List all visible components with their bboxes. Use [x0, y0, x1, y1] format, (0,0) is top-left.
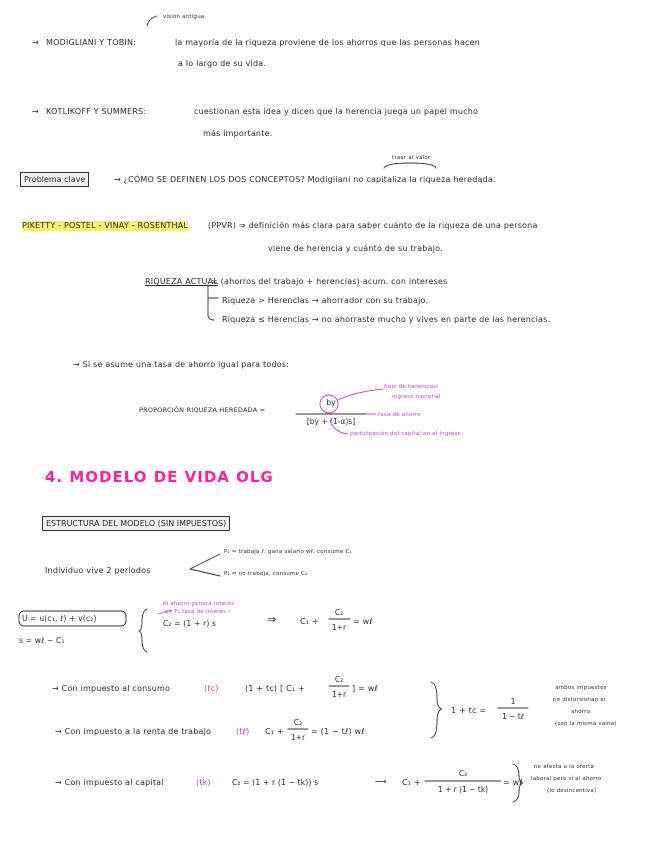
consumo-equation-b: ] = wℓ — [352, 684, 378, 693]
combined-denominator: 1+r — [331, 623, 347, 632]
ppvr-text-line1: (PPVR) ⇒ definición más clara para saber cuánto de la riqueza de una persona — [208, 221, 538, 230]
ambos-line2: no distorsionan el — [553, 697, 606, 703]
combined-numerator: C₂ — [334, 608, 344, 617]
trabajo-equation-b: = (1 − tℓ) wℓ — [311, 727, 365, 736]
riqueza-actual-label: RIQUEZA ACTUAL — [145, 277, 219, 286]
consumo-equation-a: (1 + tc) [ C₁ + — [245, 684, 305, 693]
estructura-modelo-box: ESTRUCTURA DEL MODELO (SIN IMPUESTOS) — [42, 516, 230, 531]
modigliani-author: MODIGLIANI Y TOBIN: — [46, 38, 137, 47]
implies-icon: ⇒ — [267, 613, 277, 626]
period-1-text: P₁ = trabaja ℓ, gana salario wℓ, consume C₁ — [224, 549, 352, 555]
budget-period-2: C₂ = (1 + r) s — [163, 619, 217, 628]
equivalence-numerator: 1 — [510, 697, 516, 706]
case-riqueza-mayor: Riqueza > Herencias → ahorrador con su trabajo. — [222, 296, 429, 305]
traer-al-valor-note: traer al valor — [392, 155, 431, 161]
capital-denominator: 1 + r (1 − tk) — [437, 785, 489, 794]
annot-flujo-line2: ingreso nacional — [392, 394, 441, 400]
consumo-numerator: C₂ — [334, 675, 344, 684]
modigliani-text-line1: la mayoría de la riqueza proviene de los ahorros que las personas hacen — [175, 38, 481, 47]
arrow-icon: → — [32, 107, 39, 116]
arrow-icon: → — [32, 38, 39, 47]
equivalence-denominator: 1 − tℓ — [502, 712, 524, 721]
no-afecta-line2: laboral pero sí al ahorro — [531, 776, 602, 782]
ambos-line4: (son la misma vaina) — [555, 721, 617, 727]
impuesto-trabajo-label: → Con impuesto a la renta de trabajo — [55, 727, 212, 736]
problema-clave-text: → ¿CÓMO SE DEFINEN LOS DOS CONCEPTOS? Modigliani no capitaliza la riqueza heredada. — [114, 175, 496, 184]
ambos-line1: ambos impuestos — [555, 685, 607, 691]
fraction-numerator: by — [326, 398, 336, 407]
combined-budget-b: = wℓ — [353, 617, 373, 626]
no-afecta-line1: no afecta a la oferta — [534, 764, 595, 770]
no-afecta-line3: (lo desincentiva) — [547, 788, 597, 794]
capital-equation-2b: = wℓ — [503, 778, 523, 787]
fraction-denominator: [by + (1-α)s] — [306, 417, 356, 426]
riqueza-actual-definition: = (ahorros del trabajo + herencias) acum. con intereses — [211, 277, 448, 286]
ahorro-igual-text: → Si se asume una tasa de ahorro igual para todos: — [73, 360, 290, 369]
impuesto-consumo-label: → Con impuesto al consumo — [52, 684, 171, 693]
long-arrow-icon: ⟶ — [375, 777, 387, 786]
tk-tag: (tk) — [196, 778, 211, 787]
capital-equation-2a: C₁ + — [402, 778, 421, 787]
trabajo-denominator: 1+r — [290, 733, 306, 742]
ahorro-interes-note-2: en P₂ tasa de interés r — [165, 609, 231, 615]
utility-function: U = u(c₁, ℓ) + v(c₂) — [22, 614, 97, 623]
modigliani-text-line2: a lo largo de su vida. — [178, 59, 267, 68]
combined-budget-a: C₁ + — [300, 617, 319, 626]
capital-numerator: C₂ — [458, 769, 468, 778]
tc-tag: (tc) — [204, 684, 219, 693]
individuo-text: Individuo vive 2 periodos — [45, 566, 151, 575]
kotlikoff-text-line1: cuestionan esta idea y dicen que la herencia juega un papel mucho — [194, 107, 479, 116]
tl-tag: (tℓ) — [236, 727, 250, 736]
case-riqueza-menor: Riqueza ≤ Herencias → no ahorraste mucho y vives en parte de las herencias. — [222, 315, 551, 324]
kotlikoff-text-line2: más importante. — [203, 129, 273, 138]
capital-equation-1: C₂ = (1 + r (1 − tk)) s — [232, 778, 319, 787]
annot-tasa-ahorro: tasa de ahorro — [378, 412, 421, 418]
annot-flujo-line1: flujo de herencias/ — [384, 384, 439, 390]
vision-antigua-note: visión antigua — [163, 14, 205, 20]
impuesto-capital-label: → Con impuesto al capital — [55, 778, 164, 787]
kotlikoff-author: KOTLIKOFF Y SUMMERS: — [46, 107, 147, 116]
trabajo-equation-a: C₁ + — [265, 727, 284, 736]
ahorro-interes-note-1: el ahorro genera interés — [163, 601, 235, 607]
consumo-denominator: 1+r — [331, 690, 347, 699]
ppvr-text-line2: viene de herencia y cuánto de su trabajo. — [268, 244, 443, 253]
proporcion-label: PROPORCIÓN RIQUEZA HEREDADA = — [139, 406, 266, 414]
ppvr-authors-highlight: PIKETTY - POSTEL - VINAY - ROSENTHAL — [22, 221, 189, 230]
ambos-line3: ahorro. — [571, 709, 592, 715]
trabajo-numerator: C₂ — [293, 718, 303, 727]
annot-participacion-capital: participación del capital en el ingreso — [350, 431, 462, 437]
equivalence-a: 1 + tc = — [451, 706, 487, 715]
section-title: 4. MODELO DE VIDA OLG — [45, 468, 274, 486]
budget-period-1: s = wℓ − C₁ — [19, 636, 65, 645]
period-2-text: P₂ = no trabaja, consume C₂ — [224, 571, 308, 577]
problema-clave-box: Problema clave — [20, 172, 89, 187]
